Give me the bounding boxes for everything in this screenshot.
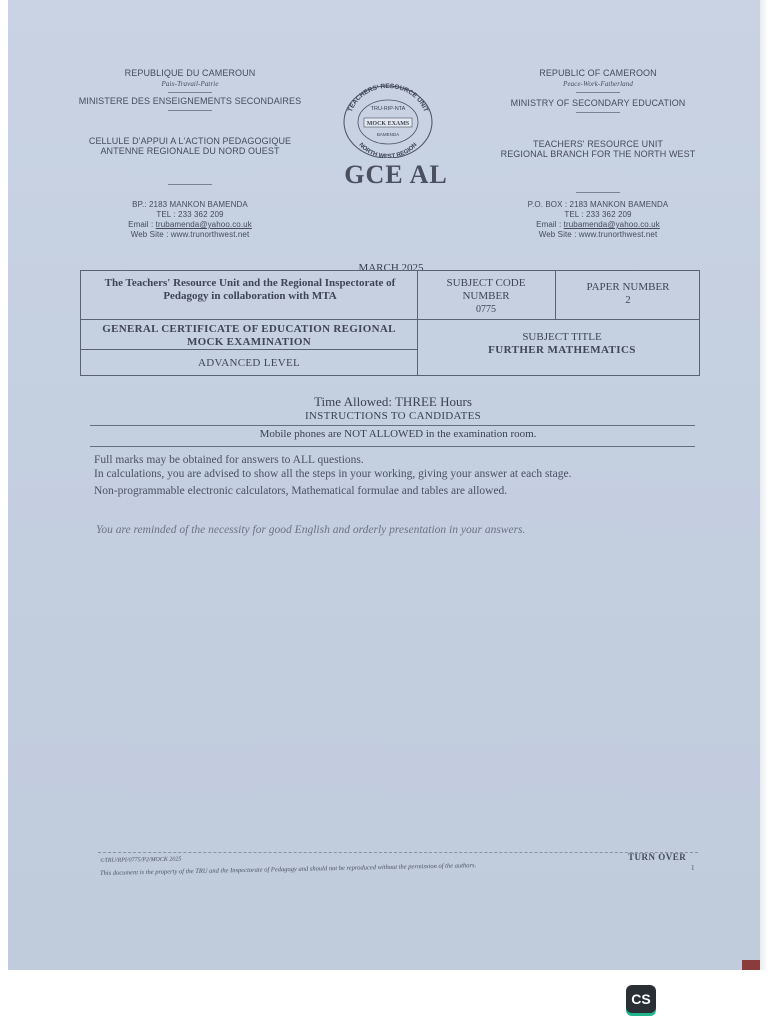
left-email-line — [80, 220, 300, 229]
time-allowed: Time Allowed: THREE Hours — [314, 394, 472, 409]
svg-text:NORTH WEST REGION — [358, 142, 419, 158]
left-email-link[interactable]: trubamenda@yahoo.co.uk — [155, 220, 252, 229]
left-bp: BP.: 2183 MANKON BAMENDA — [132, 200, 248, 209]
camscanner-logo-icon: CS — [626, 985, 656, 1013]
left-unit: CELLULE D'APPUI A L'ACTION PEDAGOGIQUE — [88, 136, 292, 146]
left-divider-1 — [168, 92, 212, 93]
left-web-line — [80, 230, 300, 239]
table-hline-2 — [81, 349, 417, 350]
right-unit: TEACHERS' RESOURCE UNIT — [532, 139, 664, 149]
right-ministry: MINISTRY OF SECONDARY EDUCATION — [510, 98, 686, 108]
left-branch: ANTENNE REGIONALE DU NORD OUEST — [100, 146, 280, 156]
subject-title-cell — [431, 331, 693, 357]
table-organisation: The Teachers' Resource Unit and the Regional Inspectorate of Pedagogy in collaboration with MTA — [104, 277, 396, 302]
page-number: 1 — [691, 864, 695, 872]
right-web-line — [488, 230, 708, 239]
footer-rule — [98, 852, 698, 853]
certificate-title: GENERAL CERTIFICATE OF EDUCATION REGIONAL MOCK EXAMINATION — [102, 323, 396, 348]
stamp-top-text: TEACHERS' RESOURCE UNIT — [346, 82, 430, 113]
stamp-city: BAMENDA — [376, 132, 400, 137]
paper-number-label: PAPER NUMBER — [586, 281, 670, 293]
left-web-link[interactable]: www.trunorthwest.net — [170, 230, 250, 239]
right-po: P.O. BOX : 2183 MANKON BAMENDA — [527, 200, 669, 209]
exam-paper-sheet — [8, 0, 760, 970]
left-motto: Paix-Travail-Patrie — [161, 80, 219, 88]
left-ministry: MINISTERE DES ENSEIGNEMENTS SECONDAIRES — [78, 96, 302, 106]
stamp-code: TRU-RIP-NTA — [370, 106, 406, 112]
footer-reference: ©TRU/RPI/0775/P2/MOCK 2025 — [99, 856, 182, 864]
subject-code-label: SUBJECT CODE NUMBER — [446, 277, 526, 302]
presentation-reminder: You are reminded of the necessity for good English and orderly presentation in your answers. — [96, 524, 526, 536]
right-divider-1 — [576, 92, 620, 93]
stamp-bottom-text: NORTH WEST REGION — [357, 142, 419, 158]
paper-edge — [760, 0, 768, 970]
instructions-heading: INSTRUCTIONS TO CANDIDATES — [304, 410, 482, 422]
subject-title-label: SUBJECT TITLE — [522, 331, 602, 343]
left-email-label: Email : — [128, 220, 154, 229]
table-vline-2 — [555, 271, 556, 319]
mobile-phone-notice: Mobile phones are NOT ALLOWED in the examination room. — [259, 428, 537, 440]
paper-number-value: 2 — [625, 294, 631, 306]
left-country: REPUBLIQUE DU CAMEROUN — [124, 68, 256, 78]
paper-number-cell — [563, 281, 693, 307]
footer-copyright: This document is the property of the TRU and the Inspectorate of Pedagogy and should not be reproduced without the permission of the authors. — [99, 862, 477, 877]
left-divider-2 — [168, 110, 212, 111]
instruction-3: Non-programmable electronic calculators, Mathematical formulae and tables are allowed. — [94, 485, 508, 497]
right-email-label: Email : — [536, 220, 562, 229]
turn-over-label: TURN OVER — [628, 852, 687, 862]
exam-title: GCE AL — [344, 160, 448, 189]
subject-title-value: FURTHER MATHEMATICS — [488, 344, 636, 356]
rule-bottom — [90, 446, 695, 447]
right-email-link[interactable]: trubamenda@yahoo.co.uk — [563, 220, 660, 229]
right-country: REPUBLIC OF CAMEROON — [539, 68, 657, 78]
right-web-link[interactable]: www.trunorthwest.net — [578, 230, 658, 239]
right-motto: Peace-Work-Fatherland — [563, 80, 633, 88]
folder-corner — [742, 960, 760, 970]
subject-code-cell — [427, 277, 545, 316]
right-branch: REGIONAL BRANCH FOR THE NORTH WEST — [500, 149, 696, 159]
table-hline-1 — [81, 319, 699, 320]
table-vline-1 — [417, 271, 418, 375]
rule-top — [90, 425, 695, 426]
right-divider-2 — [576, 112, 620, 113]
mock-exams-stamp-icon — [338, 80, 438, 158]
exam-details-table — [80, 270, 700, 376]
instruction-2: In calculations, you are advised to show all the steps in your working, giving your answer at each stage. — [94, 468, 572, 480]
right-web-label: Web Site : — [538, 230, 577, 239]
exam-month: MARCH 2025 — [358, 262, 424, 274]
left-tel: TEL : 233 362 209 — [156, 210, 224, 219]
left-web-label: Web Site : — [130, 230, 169, 239]
left-divider-3 — [168, 184, 212, 185]
right-tel: TEL : 233 362 209 — [564, 210, 632, 219]
right-email-line — [488, 220, 708, 229]
exam-level: ADVANCED LEVEL — [197, 357, 301, 369]
subject-code-value: 0775 — [476, 304, 496, 315]
stamp-middle-text: MOCK EXAMS — [366, 121, 410, 127]
right-divider-3 — [576, 192, 620, 193]
instruction-1: Full marks may be obtained for answers to ALL questions. — [94, 454, 364, 466]
